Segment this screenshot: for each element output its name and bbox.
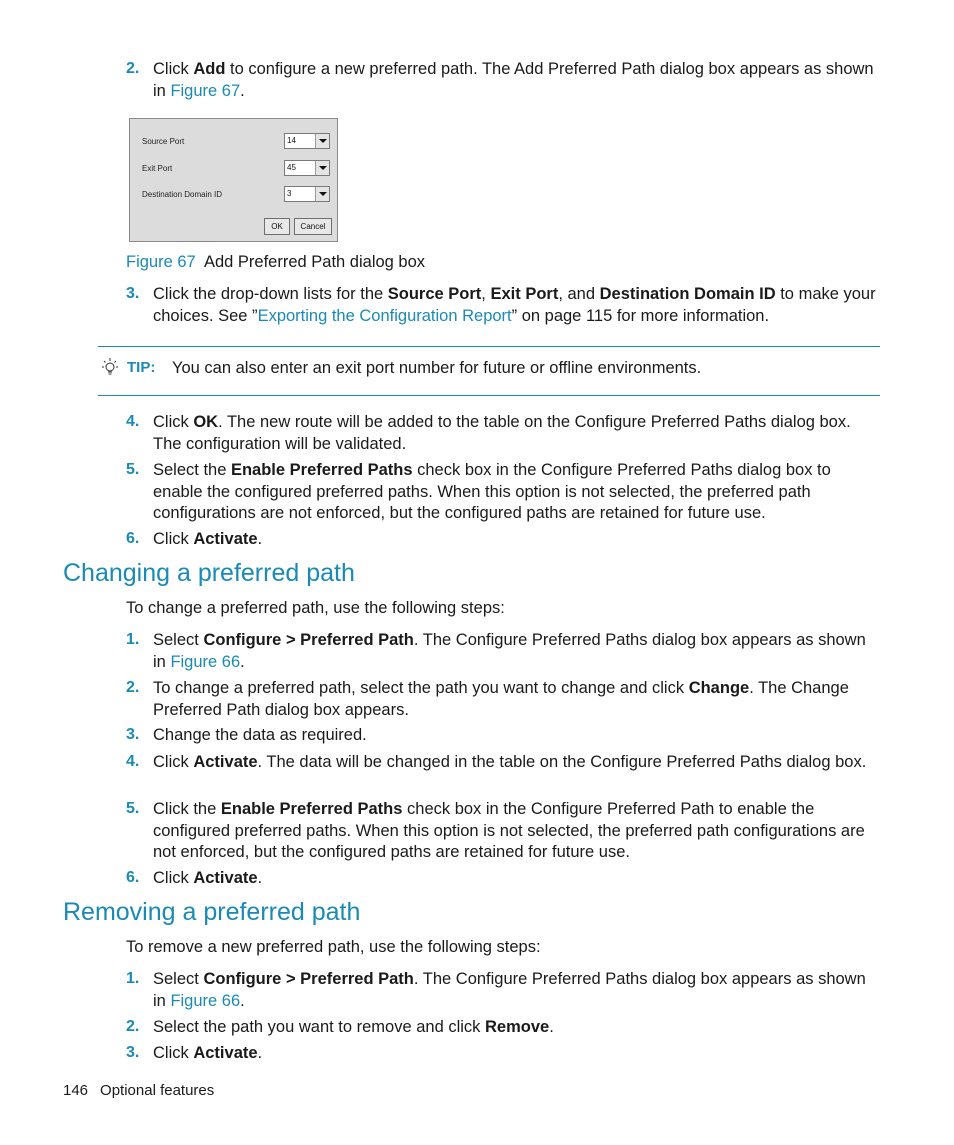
chevron-down-icon[interactable] [315, 134, 329, 148]
step-number: 6. [126, 869, 140, 886]
exit-port-label: Exit Port [142, 164, 173, 173]
step-activate-change: Click Activate. The data will be changed in the table on the Configure Preferred Paths dialog box. [153, 753, 867, 771]
figure-67-link[interactable]: Figure 67 [170, 81, 241, 100]
chevron-down-icon[interactable] [315, 161, 329, 175]
footer-section: Optional features [100, 1082, 215, 1099]
exit-port-dropdown[interactable] [284, 160, 330, 176]
add-preferred-path-dialog [129, 118, 338, 242]
ok-button[interactable]: OK [264, 218, 290, 235]
section-intro: To change a preferred path, use the following steps: [126, 599, 505, 617]
step-activate-final: Click Activate. [153, 869, 263, 887]
source-port-value: 14 [287, 136, 296, 145]
step-remove: Select the path you want to remove and click Remove. [153, 1018, 554, 1036]
exit-port-value: 45 [287, 163, 296, 172]
step-select-configure: Select Configure > Preferred Path. The Configure Preferred Paths dialog box appears as shown in Figure 66. [153, 631, 866, 671]
section-heading-changing: Changing a preferred path [63, 559, 355, 587]
step-number: 3. [126, 1044, 140, 1061]
step-number: 2. [126, 679, 140, 696]
figure-caption: Figure 67 Add Preferred Path dialog box [126, 253, 426, 271]
section-heading-removing: Removing a preferred path [63, 898, 361, 926]
source-port-label: Source Port [142, 137, 185, 146]
step-activate: Click Activate. [153, 530, 263, 548]
step-number: 2. [126, 60, 140, 77]
step-number: 4. [126, 413, 140, 430]
step-ok: Click OK. The new route will be added to the table on the Configure Preferred Paths dialog box. The configuration will be validated. [153, 413, 851, 453]
cancel-button[interactable]: Cancel [294, 218, 332, 235]
section-intro: To remove a new preferred path, use the following steps: [126, 938, 541, 956]
step-enable: Select the Enable Preferred Paths check box in the Configure Preferred Paths dialog box to enable the configured preferred paths. When this option is not selected, the preferred path configurations are not enforced, but the configured paths are retained for future use. [153, 461, 831, 522]
step-number: 1. [126, 631, 140, 648]
step-change-data: Change the data as required. [153, 726, 367, 744]
tip-text: You can also enter an exit port number for future or offline environments. [172, 359, 702, 377]
step-number: 4. [126, 753, 140, 770]
figure-66-link[interactable]: Figure 66 [170, 991, 241, 1010]
destination-domain-value: 3 [287, 189, 292, 198]
step-number: 3. [126, 726, 140, 743]
step-number: 1. [126, 970, 140, 987]
step-enable-change: Click the Enable Preferred Paths check box in the Configure Preferred Path to enable the configured preferred paths. When this option is not selected, the preferred path configurations are not enforced, but the configured paths are retained for future use. [153, 800, 865, 861]
tip-label: TIP: [127, 359, 156, 376]
tip-divider-bottom [98, 395, 880, 396]
step-number: 2. [126, 1018, 140, 1035]
step-number: 5. [126, 800, 140, 817]
step-number: 3. [126, 285, 140, 302]
step-add: Click Add to configure a new preferred path. The Add Preferred Path dialog box appears as shown in Figure 67. [153, 60, 874, 100]
lightbulb-icon [99, 357, 121, 379]
destination-domain-label: Destination Domain ID [142, 190, 223, 199]
source-port-dropdown[interactable] [284, 133, 330, 149]
chevron-down-icon[interactable] [315, 187, 329, 201]
step-number: 6. [126, 530, 140, 547]
tip-divider-top [98, 346, 880, 347]
step-activate-remove: Click Activate. [153, 1044, 263, 1062]
exporting-report-link[interactable]: Exporting the Configuration Report [257, 306, 512, 325]
figure-66-link[interactable]: Figure 66 [170, 652, 241, 671]
page-number: 146 [63, 1082, 89, 1099]
step-select-configure: Select Configure > Preferred Path. The Configure Preferred Paths dialog box appears as shown in Figure 66. [153, 970, 866, 1010]
step-number: 5. [126, 461, 140, 478]
step-dropdowns: Click the drop-down lists for the Source Port, Exit Port, and Destination Domain ID to make your choices. See ”Exporting the Configuration Report” on page 115 for more information. [153, 285, 876, 325]
page-footer [63, 1082, 214, 1099]
step-change: To change a preferred path, select the path you want to change and click Change. The Change Preferred Path dialog box appears. [153, 679, 849, 719]
destination-domain-dropdown[interactable] [284, 186, 330, 202]
